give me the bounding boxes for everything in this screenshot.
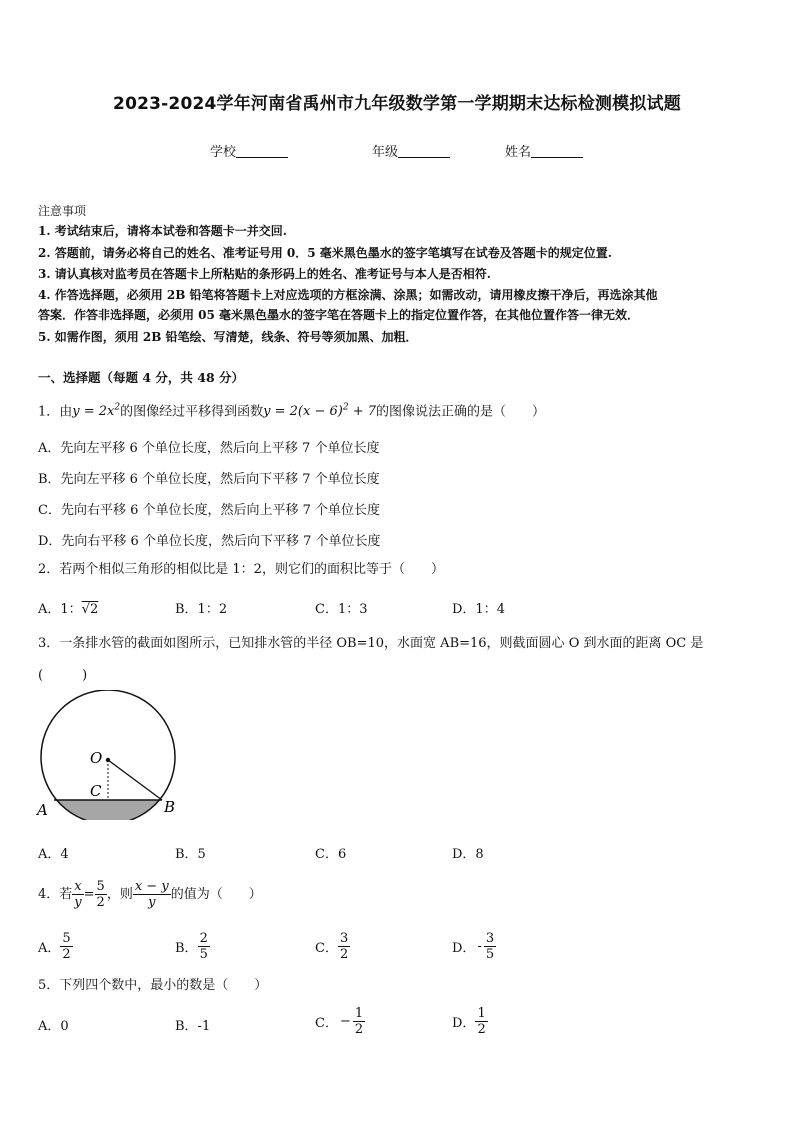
q1-formula-2-base: y = 2(x − 6) <box>263 404 343 420</box>
q4-fraction-52 <box>95 879 107 910</box>
notice-item: 2. 答题前，请务必将自己的姓名、准考证号用 0．5 毫米黑色墨水的签字笔填写在试卷及答题卡的规定位置. <box>38 246 612 260</box>
q4-fraction-xmy-den: y <box>148 895 156 910</box>
school-label: 学校 <box>210 145 237 160</box>
label-a: A <box>37 801 48 819</box>
q5-option-d-fraction <box>475 1006 487 1037</box>
q5-option-d[interactable] <box>452 1006 488 1037</box>
water-segment <box>34 800 184 820</box>
q4-option-b-label: B． <box>175 941 198 956</box>
q2-option-a-prefix: A．1： <box>38 602 82 617</box>
q4-option-d-sign: - <box>477 939 482 954</box>
q4-option-c-den: 2 <box>339 947 349 962</box>
q1-formula-2-tail: + 7 <box>352 404 376 420</box>
grade-label: 年级 <box>372 145 399 160</box>
q4-option-a-fraction <box>60 931 72 962</box>
notice-item: 5. 如需作图，须用 2B 铅笔绘、写清楚，线条、符号等须加黑、加粗． <box>38 330 418 344</box>
q4-option-d[interactable] <box>452 931 496 962</box>
q1-option-c[interactable]: C．先向右平移 6 个单位长度，然后向上平移 7 个单位长度 <box>38 503 381 518</box>
radius-ob <box>108 760 162 800</box>
q5-option-b[interactable]: B．-1 <box>175 1019 211 1034</box>
q3-option-c[interactable]: C．6 <box>315 847 347 862</box>
name-field[interactable] <box>505 141 583 160</box>
notice-item: 3. 请认真核对监考员在答题卡上所粘贴的条形码上的姓名、准考证号与本人是否相符. <box>38 267 491 281</box>
q1-suffix: 的图像说法正确的是（ ） <box>376 404 546 420</box>
name-blank[interactable] <box>531 144 583 158</box>
q3-circle-figure <box>34 690 184 820</box>
q3-option-a[interactable]: A．4 <box>38 847 69 862</box>
q4-option-a-den: 2 <box>62 947 71 962</box>
q4-fraction-52-num: 5 <box>96 879 105 894</box>
q4-option-c-fraction <box>338 931 350 962</box>
q3-option-b[interactable]: B．5 <box>175 847 206 862</box>
q4-option-a[interactable] <box>38 931 73 962</box>
q1-option-b[interactable]: B．先向左平移 6 个单位长度，然后向下平移 7 个单位长度 <box>38 472 380 487</box>
page-title: 2023-2024学年河南省禹州市九年级数学第一学期期末达标检测模拟试题 <box>113 94 681 114</box>
q5-option-c[interactable] <box>315 1006 365 1037</box>
q5-option-c-den: 2 <box>354 1022 364 1037</box>
center-point <box>106 758 110 762</box>
name-label: 姓名 <box>505 145 532 160</box>
q4-fraction-xy-den: y <box>74 895 82 910</box>
q1-prefix: 1．由 <box>38 404 73 420</box>
q1-formula-2 <box>263 404 376 419</box>
q2-option-b[interactable]: B．1：2 <box>175 602 228 617</box>
label-o: O <box>90 749 103 767</box>
q5-option-d-label: D． <box>452 1016 476 1031</box>
q1-option-a[interactable]: A．先向左平移 6 个单位长度，然后向上平移 7 个单位长度 <box>38 441 380 456</box>
question-2-stem: 2．若两个相似三角形的相似比是 1：2，则它们的面积比等于（ ） <box>38 562 444 577</box>
q4-option-d-num: 3 <box>485 931 495 946</box>
q4-option-a-num: 5 <box>62 931 71 946</box>
q5-option-c-num: 1 <box>354 1006 364 1021</box>
notice-item: 答案．作答非选择题，必须用 05 毫米黑色墨水的签字笔在答题卡上的指定位置作答，在其他位置作答一律无效． <box>38 308 640 322</box>
notice-item: 4. 作答选择题，必须用 2B 铅笔将答题卡上对应选项的方框涂满、涂黑；如需改动，请用橡皮擦干净后，再选涂其他 <box>38 288 658 302</box>
q4-option-b-fraction <box>198 931 210 962</box>
question-3-paren: ( ) <box>38 668 88 683</box>
question-3-stem: 3．一条排水管的截面如图所示，已知排水管的半径 OB=10，水面宽 AB=16，则截面圆心 O 到水面的距离 OC 是 <box>38 636 704 651</box>
q4-suffix: 的值为（ ） <box>170 887 262 902</box>
q2-option-a-sqrt: √2 <box>81 602 99 617</box>
question-1-stem <box>38 399 545 421</box>
q4-fraction-xy <box>72 879 83 910</box>
q4-fraction-xmy-num: x − y <box>134 879 169 894</box>
q4-option-d-label: D． <box>452 941 476 956</box>
section-heading: 一、选择题（每题 4 分，共 48 分） <box>38 370 245 385</box>
q5-option-a[interactable]: A．0 <box>38 1019 69 1034</box>
q4-option-b[interactable] <box>175 931 210 962</box>
school-field[interactable] <box>210 141 288 160</box>
q1-formula-1-exp: 2 <box>114 403 121 413</box>
q4-option-c-label: C． <box>315 941 338 956</box>
q5-option-c-label: C． <box>315 1016 338 1031</box>
q4-fraction-xmy <box>133 879 171 910</box>
q4-mid: ，则 <box>106 887 133 902</box>
grade-field[interactable] <box>372 141 450 160</box>
q5-option-c-fraction <box>353 1006 365 1037</box>
q1-formula-1 <box>72 404 120 419</box>
notice-heading: 注意事项 <box>38 204 87 218</box>
q4-option-d-fraction <box>484 931 496 962</box>
q5-option-d-num: 1 <box>477 1006 486 1021</box>
question-5-stem: 5．下列四个数中，最小的数是（ ） <box>38 978 268 993</box>
q1-mid: 的图像经过平移得到函数 <box>120 404 264 420</box>
q1-formula-2-exp: 2 <box>342 403 349 413</box>
grade-blank[interactable] <box>398 144 450 158</box>
q3-option-d[interactable]: D．8 <box>452 847 484 862</box>
q2-option-a[interactable] <box>38 598 98 617</box>
q4-fraction-xy-num: x <box>72 879 83 895</box>
notice-item: 1. 考试结束后，请将本试卷和答题卡一并交回. <box>38 224 287 238</box>
question-4-stem <box>38 879 262 910</box>
q4-prefix: 4．若 <box>38 887 73 902</box>
label-c: C <box>90 782 102 800</box>
q4-fraction-52-den: 2 <box>96 895 105 910</box>
q5-option-c-sign: − <box>339 1014 351 1029</box>
q4-option-c-num: 3 <box>339 931 349 946</box>
q4-option-c[interactable] <box>315 931 350 962</box>
q4-option-d-den: 5 <box>485 947 495 962</box>
q2-option-d[interactable]: D．1：4 <box>452 602 505 617</box>
q2-option-c[interactable]: C．1：3 <box>315 602 368 617</box>
q4-eq: = <box>83 887 95 902</box>
school-blank[interactable] <box>236 144 288 158</box>
q4-option-b-den: 5 <box>199 947 208 962</box>
q4-option-b-num: 2 <box>199 931 208 946</box>
q1-formula-1-base: y = 2x <box>72 404 115 420</box>
q5-option-d-den: 2 <box>477 1022 486 1037</box>
q1-option-d[interactable]: D．先向右平移 6 个单位长度，然后向下平移 7 个单位长度 <box>38 534 381 549</box>
q4-option-a-label: A． <box>38 941 61 956</box>
label-b: B <box>164 798 176 816</box>
